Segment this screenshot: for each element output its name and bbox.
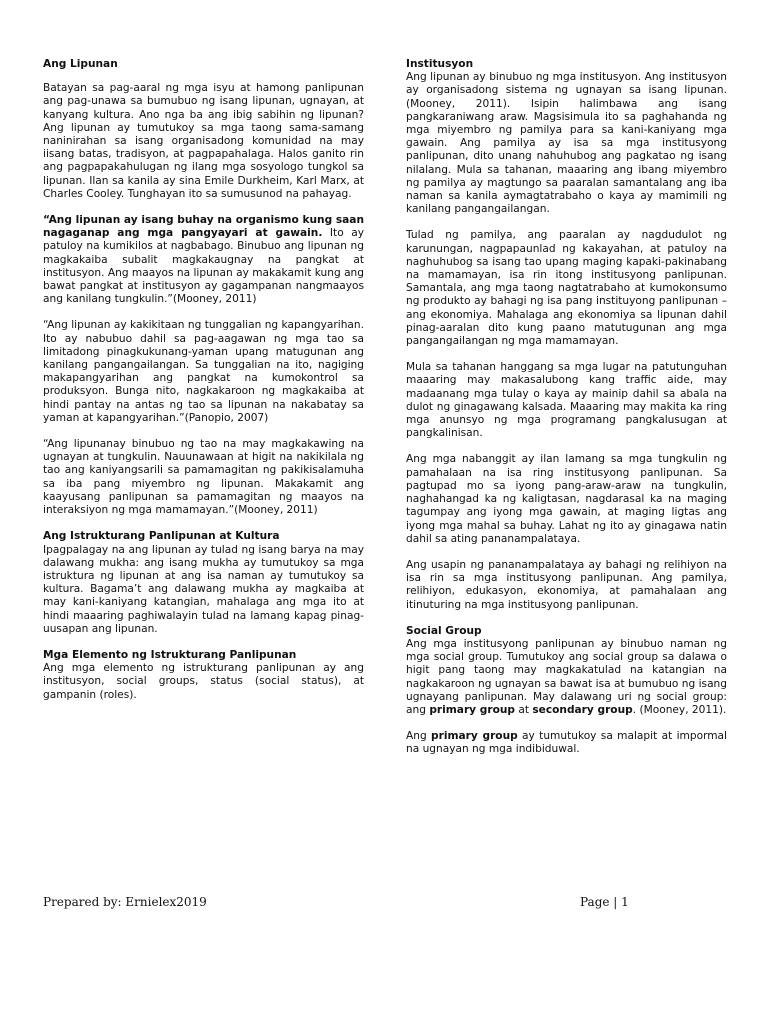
heading-institusyon: Institusyon (406, 58, 474, 70)
page-number: Page | 1 (580, 895, 629, 909)
prepared-by: Prepared by: Ernielex2019 (43, 895, 207, 909)
quote-mooney-1 (43, 214, 364, 306)
right-column (406, 58, 727, 757)
text: Ang (406, 730, 432, 743)
heading-ang-lipunan: Ang Lipunan (43, 58, 118, 70)
left-column (43, 58, 364, 715)
paragraph: Ang mga elemento ng istrukturang panlipunan ay ang institusyon, social groups, status (social status), at gampanin (roles). (43, 662, 364, 701)
heading-istrukturang-panlipunan: Ang Istrukturang Panlipunan at Kultura (43, 530, 280, 543)
quote-bold: “Ang lipunan ay isang buhay na organismo kung saan nagaganap ang mga pangyayari at gawain. (43, 214, 364, 240)
heading-mga-elemento: Mga Elemento ng Istrukturang Panlipunan (43, 648, 297, 661)
term-secondary-group: secondary group (532, 703, 633, 716)
paragraph: Tulad ng pamilya, ang paaralan ay nagdudulot ng karunungan, nagpapaunlad ng kakayahan, at patuloy na naghuhubog sa isang tao upang maging kapaki-pakinabang na mamamayan, isa rin itong institusyong panlipunan. Samantala, ang mga taong nagtatrabaho at kumokonsumo ng produkto ay bahagi ng isa pang instituyong panlipunan – ang ekonomiya. Mahalaga ang ekonomiya sa lipunan dahil pinag-aaralan dito kung paano matutugunan ang mga pangangailangan ng mga mamamayan. (406, 229, 727, 348)
paragraph (406, 730, 727, 756)
text: at (514, 703, 533, 716)
paragraph: Batayan sa pag-aaral ng mga isyu at hamong panlipunan ang pag-unawa sa bumubuo ng isang lipunan, ugnayan, at kanyang kultura. Ano nga ba ang ibig sabihin ng lipunan? Ang lipunan ay tumutukoy sa mga taong sama-samang naninirahan sa isang organisadong komunidad na may iisang batas, tradisyon, at pagpapahalaga. Halos ganito rin ang pagpapakahulugan ng ilang mga sosyologo tungkol sa lipunan. Ilan sa kanila ay sina Emile Durkheim, Karl Marx, at Charles Cooley. Tunghayan ito sa sumusunod na pahayag. (43, 82, 364, 200)
paragraph: Mula sa tahanan hanggang sa mga lugar na patutunguhan maaaring may makasalubong kang traffic aide, may madaanang mga tulay o kaya ay mainip dahil sa abala na dulot ng ginagawang kalsada. Maaaring may makita ka ring mga anunsyo ng mga programang pangkalusugan at pangkalinisan. (406, 361, 727, 440)
paragraph: Ang mga nabanggit ay ilan lamang sa mga tungkulin ng pamahalaan na isa ring institusyong panlipunan. Sa pagtupad mo sa iyong pang-araw-araw na tungkulin, naghahangad ka ng kaligtasan, nagdarasal ka na maging tagumpay ang iyong mga gawain, at maging ligtas ang iyong mga mahal sa buhay. Lahat ng ito ay ginagawa natin dahil sa ating pananampalataya. (406, 453, 727, 545)
paragraph: Ang lipunan ay binubuo ng mga institusyon. Ang institusyon ay organisadong sistema ng ugnayan sa isang lipunan. (Mooney, 2011). Isipin halimbawa ang isang pangkaraniwang araw. Magsisimula ito sa paghahanda ng mga miyembro ng pamilya para sa kani-kaniyang mga gawain. Ang pamilya ay isa sa mga institusyong panlipunan, dito unang nahuhubog ang pagkatao ng isang nilalang. Mula sa tahanan, maaaring ang ibang miyembro ng pamilya ay magtungo sa paaralan samantalang ang iba naman sa kanila aymagtatrabaho o kaya ay mamimili ng kanilang pangangailangan. (406, 71, 727, 216)
text: ay tumutukoy sa malapit at impormal na ugnayan ng mga indibiduwal. (406, 730, 727, 756)
paragraph (406, 638, 727, 717)
heading-social-group: Social Group (406, 624, 482, 637)
text: . (Mooney, 2011). (632, 703, 727, 716)
quote-panopio: “Ang lipunan ay kakikitaan ng tunggalian ng kapangyarihan. Ito ay nabubuo dahil sa pag-aagawan ng mga tao sa limitadong pinagkukunang-yaman upang matugunan ang kanilang pangangailangan. Sa tunggalian na ito, nagiging makapangyarihan ang pangkat na kumokontrol sa produksyon. Bunga nito, nagkakaroon ng magkakaiba at hindi pantay na antas ng tao sa lipunan na nakabatay sa yaman at kapangyarihan.”(Panopio, 2007) (43, 319, 364, 424)
term-primary-group: primary group (429, 703, 515, 716)
term-primary-group: primary group (431, 730, 518, 743)
paragraph: Ang usapin ng pananampalataya ay bahagi ng relihiyon na isa rin sa mga institusyong panlipunan. Ang pamilya, relihiyon, edukasyon, ekonomiya, at pamahalaan ang itinuturing na mga institusyong panlipunan. (406, 558, 727, 611)
text: Ang mga institusyong panlipunan ay binubuo naman ng mga social group. Tumutukoy ang social group sa dalawa o higit pang taong may magkakatulad na katangian na nagkakaroon ng ugnayan sa bawat isa at bumubuo ng isang ugnayang panlipunan. May dalawang uri ng social group: ang (406, 637, 727, 716)
paragraph: Ipagpalagay na ang lipunan ay tulad ng isang barya na may dalawang mukha: ang isang mukha ay tumutukoy sa mga istruktura ng lipunan at ang isa naman ay tumutukoy sa kultura. Bagama’t ang dalawang mukha ay magkaiba at may kani-kaniyang katangian, mahalaga ang mga ito at hindi maaaring paghiwalayin tulad na lamang kapag pinag-uusapan ang lipunan. (43, 543, 364, 635)
quote-mooney-2: “Ang lipunanay binubuo ng tao na may magkakawing na ugnayan at tungkulin. Nauunawaan at higit na nakikilala ng tao ang kaniyangsarili sa pamamagitan ng pakikisalamuha sa iba pang miyembro ng lipunan. Makakamit ang kaayusang panlipunan sa pamamagitan ng maayos na interaksiyon ng mga mamamayan.”(Mooney, 2011) (43, 438, 364, 517)
quote-text: Ito ay patuloy na kumikilos at nagbabago. Binubuo ang lipunan ng magkakaiba subalit magkakaugnay na pangkat at institusyon. Ang maayos na lipunan ay makakamit kung ang bawat pangkat at institusyon ay gagampanan nangmaayos ang kanilang tungkulin.”(Mooney, 2011) (43, 227, 364, 306)
